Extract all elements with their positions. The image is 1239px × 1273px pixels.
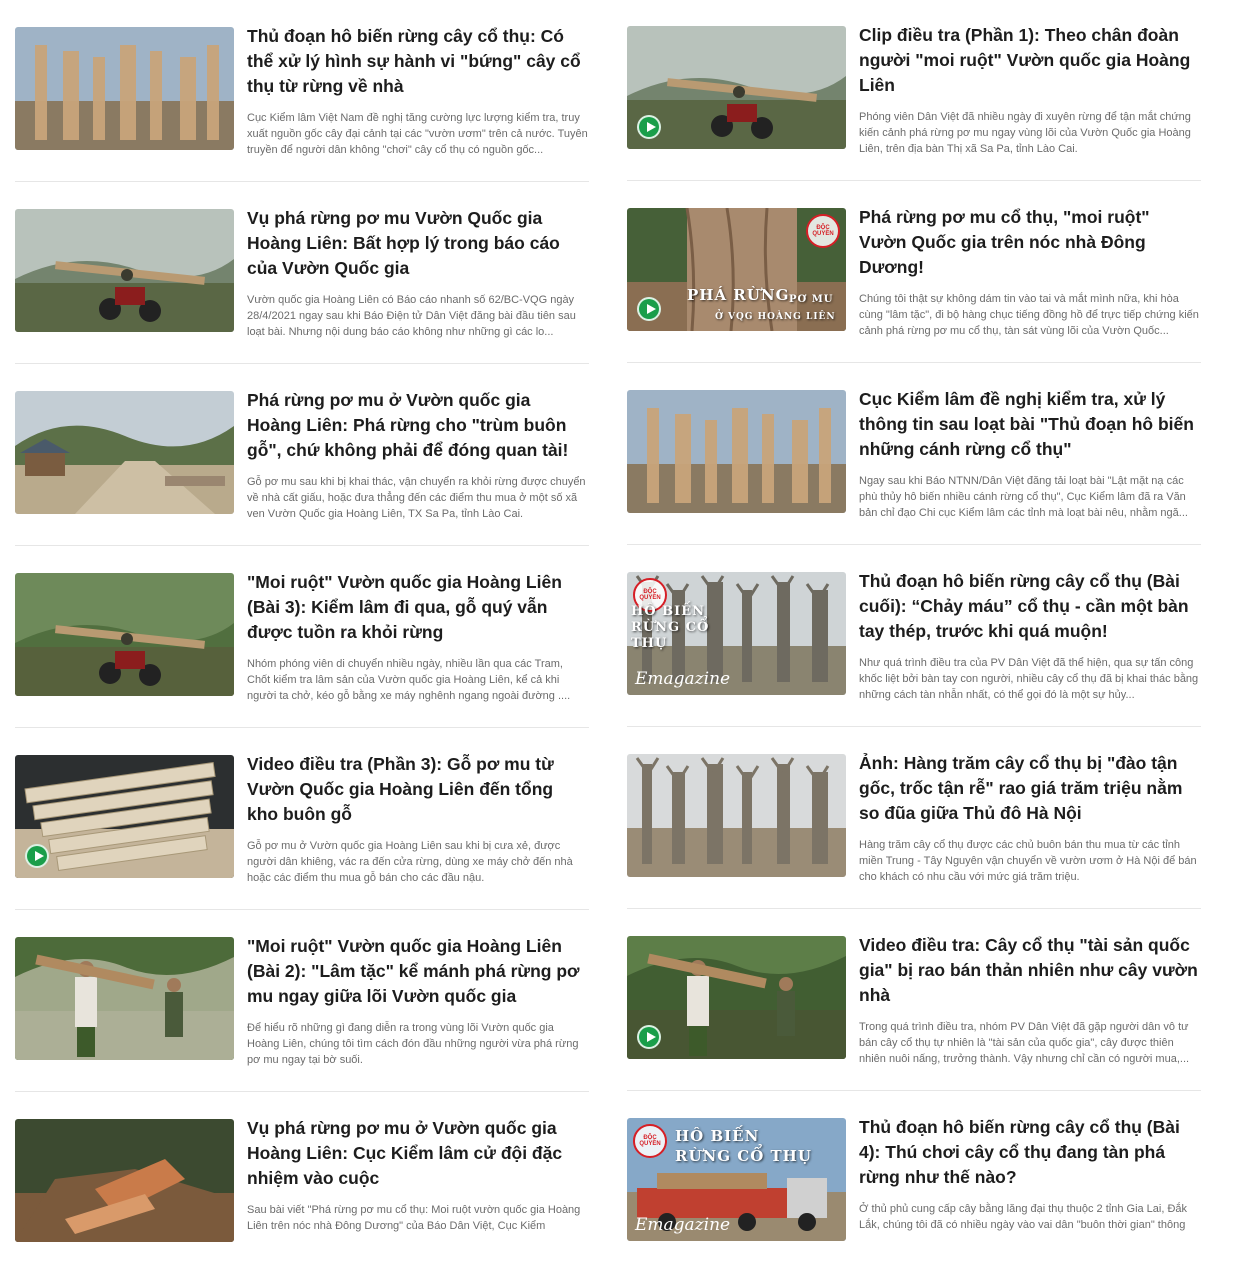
mountain-road-photo[interactable]	[15, 391, 234, 514]
bare-trees-photo[interactable]	[627, 754, 846, 877]
tree-trunks-photo[interactable]	[627, 390, 846, 513]
article-text	[247, 206, 589, 340]
article-description: Phóng viên Dân Việt đã nhiều ngày đi xuyên rừng để tận mắt chứng kiến cảnh phá rừng pơ mu ngay vùng lõi của Vườn Quốc gia Hoàng Liên, trên địa bàn Thị xã Sa Pa, tỉnh Lào Cai.	[859, 111, 1191, 155]
article-description: Gỗ pơ mu sau khi bị khai thác, vận chuyển ra khỏi rừng được chuyển về nhà cất giấu, hoặc đưa thẳng đến các điểm thu mua ở một số xã ven Vườn Quốc gia Hoàng Liên, TX Sa Pa, tỉnh Lào Cai.	[247, 476, 586, 520]
article-card[interactable]	[15, 546, 589, 728]
article-description: Hàng trăm cây cổ thụ được các chủ buôn bán thu mua từ các tỉnh miền Trung - Tây Nguyên vận chuyển về vườn ươm ở Hà Nội để bán cho khách có nhu cầu với mức giá trăm triệu.	[859, 839, 1197, 883]
article-description: Như quá trình điều tra của PV Dân Việt đã thể hiện, qua sự tấn công khốc liệt bởi bàn tay con người, nhiều cây cổ thụ đã bị khai thác bằng những cách tàn nhẫn nhất, có thể gọi đó là một sự hủy...	[859, 657, 1199, 701]
thumbnail-title-text: HÔ BIẾN RỪNG CỔ THỤ	[675, 1127, 812, 1165]
article-description: Gỗ pơ mu ở Vườn quốc gia Hoàng Liên sau khi bị cưa xẻ, được người dân khiêng, vác ra đến cửa rừng, dùng xe máy chở đến nhà hoặc các điểm thu mua gỗ bán cho các đầu nậu.	[247, 840, 573, 884]
left-article-column	[15, 0, 589, 1273]
article-title[interactable]: Vụ phá rừng pơ mu Vườn Quốc gia Hoàng Liên: Bất hợp lý trong báo cáo của Vườn Quốc gia	[247, 208, 560, 278]
article-title[interactable]: Phá rừng pơ mu cổ thụ, "moi ruột" Vườn Quốc gia trên nóc nhà Đông Dương!	[859, 207, 1150, 277]
play-icon[interactable]	[637, 297, 661, 321]
article-description: Để hiểu rõ những gì đang diễn ra trong vùng lõi Vườn quốc gia Hoàng Liên, chúng tôi tìm cách đón đầu những người vừa phá rừng pơ mu ngay tại bờ suối.	[247, 1022, 579, 1066]
article-text	[859, 23, 1201, 157]
exclusive-badge: ĐỘC QUYỀN	[806, 214, 840, 248]
article-title[interactable]: "Moi ruột" Vườn quốc gia Hoàng Liên (Bài 2): "Lâm tặc" kể mánh phá rừng pơ mu ngay giữa lõi Vườn quốc gia	[247, 936, 580, 1006]
article-card[interactable]	[627, 181, 1201, 363]
article-description: Cục Kiểm lâm Việt Nam đề nghị tăng cường lực lượng kiểm tra, truy xuất nguồn gốc cây đại cảnh tại các "vườn ươm" trên cả nước. Tuyên truyền để người dân không "chơi" cây cổ thụ có nguồn gốc...	[247, 112, 588, 156]
article-title[interactable]: Video điều tra: Cây cổ thụ "tài sản quốc gia" bị rao bán thản nhiên như cây vườn nhà	[859, 935, 1198, 1005]
article-description: Ở thủ phủ cung cấp cây bằng lăng đại thụ thuộc 2 tỉnh Gia Lai, Đắk Lắk, chúng tôi đã có nhiều ngày vào vai dân "buôn thời gian" thông	[859, 1203, 1188, 1231]
motorbike-timber-photo[interactable]	[627, 26, 846, 149]
crane-truck-emagazine[interactable]	[627, 1118, 846, 1241]
article-text	[859, 205, 1201, 339]
emagazine-logo: Emagazine	[635, 1215, 731, 1235]
article-text	[859, 1115, 1201, 1233]
play-icon[interactable]	[25, 844, 49, 868]
big-stump-photo[interactable]	[627, 208, 846, 331]
article-text	[247, 1116, 589, 1234]
bare-trees-emagazine[interactable]	[627, 572, 846, 695]
article-description: Vườn quốc gia Hoàng Liên có Báo cáo nhanh số 62/BC-VQG ngày 28/4/2021 ngay sau khi Báo Điện tử Dân Việt đăng bài đầu tiên sau loạt bài. Nhưng nội dung báo cáo không như những gì các lo...	[247, 294, 576, 338]
article-description: Trong quá trình điều tra, nhóm PV Dân Việt đã gặp người dân vô tư bán cây cổ thụ tự nhiên là "tài sản của quốc gia", cây được thiên nhiên nuôi nấng, trưởng thành. Vậy nhưng chỉ cần có người mua,...	[859, 1021, 1190, 1065]
article-card[interactable]	[627, 909, 1201, 1091]
article-title[interactable]: Video điều tra (Phần 3): Gỗ pơ mu từ Vườn Quốc gia Hoàng Liên đến tổng kho buôn gỗ	[247, 754, 554, 824]
article-card[interactable]	[627, 0, 1201, 181]
article-text	[859, 751, 1201, 885]
thumbnail-title-text: PHÁ RỪNG	[687, 286, 790, 304]
article-title[interactable]: Thủ đoạn hô biến rừng cây cổ thụ: Có thể xử lý hình sự hành vi "bứng" cây cổ thụ từ rừng về nhà	[247, 26, 581, 96]
cut-wood-photo[interactable]	[15, 1119, 234, 1242]
motorbike-timber-photo[interactable]	[15, 209, 234, 332]
thumbnail-subtitle-text: PƠ MU	[789, 294, 834, 305]
article-card[interactable]	[627, 1091, 1201, 1272]
article-card[interactable]	[15, 182, 589, 364]
article-card[interactable]	[627, 545, 1201, 727]
article-card[interactable]	[15, 728, 589, 910]
article-description: Chúng tôi thật sự không dám tin vào tai và mắt mình nữa, khi hòa cùng "lâm tặc", đi bộ hàng chục tiếng đồng hồ để trực tiếp chứng kiến cảnh phá rừng pơ mu cổ thụ, tàn sát vùng lõi của Vườn Quốc...	[859, 293, 1199, 337]
article-title[interactable]: Cục Kiểm lâm đề nghị kiểm tra, xử lý thông tin sau loạt bài "Thủ đoạn hô biến những cánh rừng cổ thụ"	[859, 389, 1194, 459]
article-title[interactable]: Ảnh: Hàng trăm cây cổ thụ bị "đào tận gốc, trốc tận rễ" rao giá trăm triệu nằm so đũa giữa Thủ đô Hà Nội	[859, 753, 1183, 823]
article-text	[859, 387, 1201, 521]
jungle-man-photo[interactable]	[627, 936, 846, 1059]
article-card[interactable]	[15, 0, 589, 182]
article-text	[859, 569, 1201, 703]
article-description: Sau bài viết "Phá rừng pơ mu cổ thụ: Moi ruột vườn quốc gia Hoàng Liên trên nóc nhà Đông Dương" của Báo Dân Việt, Cục Kiểm	[247, 1204, 581, 1232]
article-description: Ngay sau khi Báo NTNN/Dân Việt đăng tải loạt bài "Lật mặt nạ các phù thủy hô biến nhiều cánh rừng cổ thụ", Cục Kiểm lâm đã ra Văn bản chỉ đạo Chi cục Kiểm lâm các tỉnh mà loạt bài nêu, nhằm ngă...	[859, 475, 1188, 519]
article-description: Nhóm phóng viên di chuyển nhiều ngày, nhiều lần qua các Tram, Chốt kiểm tra lâm sản của Vườn quốc gia Hoàng Liên, kể cả khi người ta chở, kéo gỗ bằng xe máy nghênh ngang ngoài đường ....	[247, 658, 571, 702]
article-card[interactable]	[15, 910, 589, 1092]
article-card[interactable]	[627, 727, 1201, 909]
play-icon[interactable]	[637, 1025, 661, 1049]
article-text	[247, 24, 589, 158]
motorbike-forest-photo[interactable]	[15, 573, 234, 696]
thumbnail-caption-text: Ở VQG HOÀNG LIÊN	[715, 312, 836, 322]
article-text	[247, 570, 589, 704]
article-title[interactable]: Thủ đoạn hô biến rừng cây cổ thụ (Bài 4): Thú chơi cây cổ thụ đang tàn phá rừng như thế nào?	[859, 1117, 1180, 1187]
article-title[interactable]: Phá rừng pơ mu ở Vườn quốc gia Hoàng Liên: Phá rừng cho "trùm buôn gỗ", chứ không phải để đóng quan tài!	[247, 390, 569, 460]
emagazine-logo: Emagazine	[635, 669, 731, 689]
right-article-column	[627, 0, 1201, 1272]
article-title[interactable]: Vụ phá rừng pơ mu ở Vườn quốc gia Hoàng Liên: Cục Kiểm lâm cử đội đặc nhiệm vào cuộc	[247, 1118, 563, 1188]
article-text	[247, 752, 589, 886]
wood-planks-photo[interactable]	[15, 755, 234, 878]
article-text	[859, 933, 1201, 1067]
article-text	[247, 934, 589, 1068]
article-text	[247, 388, 589, 522]
exclusive-badge: ĐỘC QUYỀN	[633, 578, 667, 612]
play-icon[interactable]	[637, 115, 661, 139]
article-card[interactable]	[627, 363, 1201, 545]
article-title[interactable]: Clip điều tra (Phần 1): Theo chân đoàn người "moi ruột" Vườn quốc gia Hoàng Liên	[859, 25, 1191, 95]
article-card[interactable]	[15, 1092, 589, 1273]
exclusive-badge: ĐỘC QUYỀN	[633, 1124, 667, 1158]
article-title[interactable]: Thủ đoạn hô biến rừng cây cổ thụ (Bài cuối): “Chảy máu” cổ thụ - cần một bàn tay thép, trước khi quá muộn!	[859, 571, 1189, 641]
article-card[interactable]	[15, 364, 589, 546]
tree-trunks-photo[interactable]	[15, 27, 234, 150]
article-title[interactable]: "Moi ruột" Vườn quốc gia Hoàng Liên (Bài 3): Kiểm lâm đi qua, gỗ quý vẫn được tuồn ra khỏi rừng	[247, 572, 562, 642]
thumbnail-title-text: HÔ BIẾN RỪNG CỔ THỤ	[631, 604, 710, 651]
men-carrying-wood-photo[interactable]	[15, 937, 234, 1060]
